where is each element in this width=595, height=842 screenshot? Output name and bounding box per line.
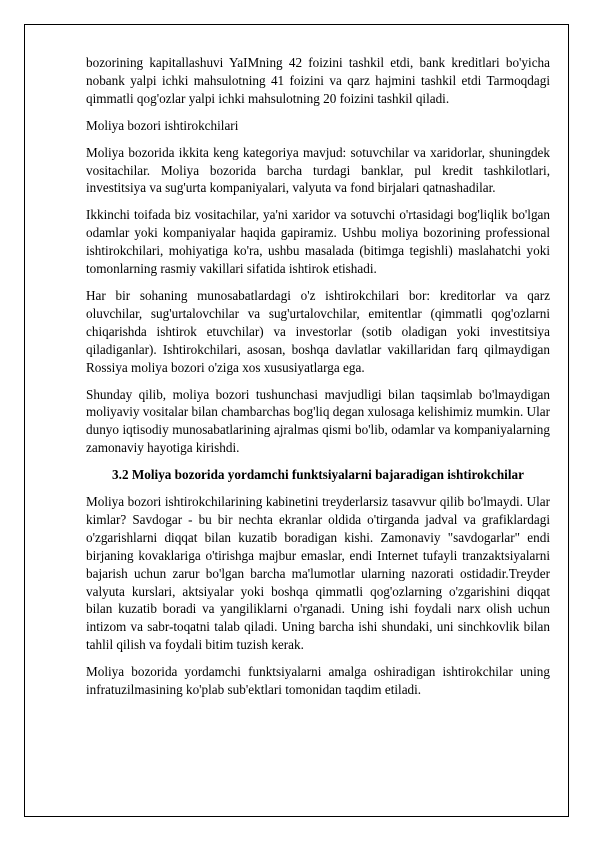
document-body xyxy=(86,54,550,708)
paragraph-categories: Moliya bozorida ikkita keng kategoriya mavjud: sotuvchilar va xaridorlar, shuningdek vositachilar. Moliya bozorida barcha turdagi banklar, pul kredit tashkilotlari, investitsiya va sug'urta kompaniyalari, valyuta va fond birjalari qatnashadilar. xyxy=(86,144,550,196)
paragraph-intermediaries: Ikkinchi toifada biz vositachilar, ya'ni xaridor va sotuvchi o'rtasidagi bog'liqlik bo'lgan odamlar yoki kompaniyalar haqida gapiramiz. Ushbu moliya bozorining professional ishtirokchilari, mohiyatiga ko'ra, ushbu masalada (bitimga tegishli) maslahatchi yoki tomonlarning rasmiy vakillari sifatida ishtirok etishadi. xyxy=(86,207,550,277)
subheading-market-participants: Moliya bozori ishtirokchilari xyxy=(86,117,239,133)
paragraph-market-capitalization: bozorining kapitallashuvi YaIMning 42 foizini tashkil etdi, bank kreditlari bo'yicha nobank yalpi ichki mahsulotning 41 foizini va qarz hajmini tashkil etdi Tarmoqdagi qimmatli qog'ozlar yalpi ichki mahsulotning 20 foizini tashkil qiladi. xyxy=(86,55,550,106)
paragraph-infrastructure: Moliya bozorida yordamchi funktsiyalarni amalga oshiradigan ishtirokchilar uning infratuzilmasining ko'plab sub'ektlari tomonidan taqdim etiladi. xyxy=(86,664,550,698)
paragraph-sector-participants: Har bir sohaning munosabatlardagi o'z ishtirokchilari bor: kreditorlar va qarz oluvchilar, sug'urtalovchilar va sug'urtalovchilar, emitentlar (qimmatli qog'ozlarni chiqarishda ishtirok etuvchilar) va investorlar (sotib oladigan yoki investitsiya qiladiganlar). Ishtirokchilari, asosan, boshqa davlatlar vakillaridan farq qilmaydigan Rossiya moliya bozori o'ziga xos xususiyatlarga ega. xyxy=(86,287,550,375)
section-heading: 3.2 Moliya bozorida yordamchi funktsiyalarni bajaradigan ishtirokchilar xyxy=(112,467,524,483)
paragraph-traders: Moliya bozori ishtirokchilarining kabinetini treyderlarsiz tasavvur qilib bo'lmaydi. Ular kimlar? Savdogar - bu bir nechta ekranlar oldida o'tirganda jadval va grafiklardagi o'zgarishlarni diqqat bilan kuzatib boradigan kishi. Zamonaviy "savdogarlar" endi birjaning kovaklariga o'tirishga majbur emaslar, endi Internet tufayli tranzaktsiyalarni bajarish uchun zarur bo'lgan barcha ma'lumotlar ularning nazorati ostidadir.Treyder valyuta kurslari, aktsiyalar yoki boshqa qimmatli qog'ozlarning o'zgarishini diqqat bilan kuzatib boradi va yangiliklarni o'rganadi. Uning ishi foydali narx olish uchun intizom va sabr-toqatni talab qiladi. Uning barcha ishi shundaki, uni sinchkovlik bilan tahlil qilish va foydali bitim tuzish kerak. xyxy=(86,494,550,653)
paragraph-conclusion: Shunday qilib, moliya bozori tushunchasi mavjudligi bilan taqsimlab bo'lmaydigan moliyaviy vositalar bilan chambarchas bog'liq degan xulosaga kelishimiz mumkin. Ular dunyo iqtisodiy munosabatlarining ajralmas qismi bo'lib, odamlar va kompaniyalarning zamonaviy hayotiga kirishdi. xyxy=(86,386,550,456)
